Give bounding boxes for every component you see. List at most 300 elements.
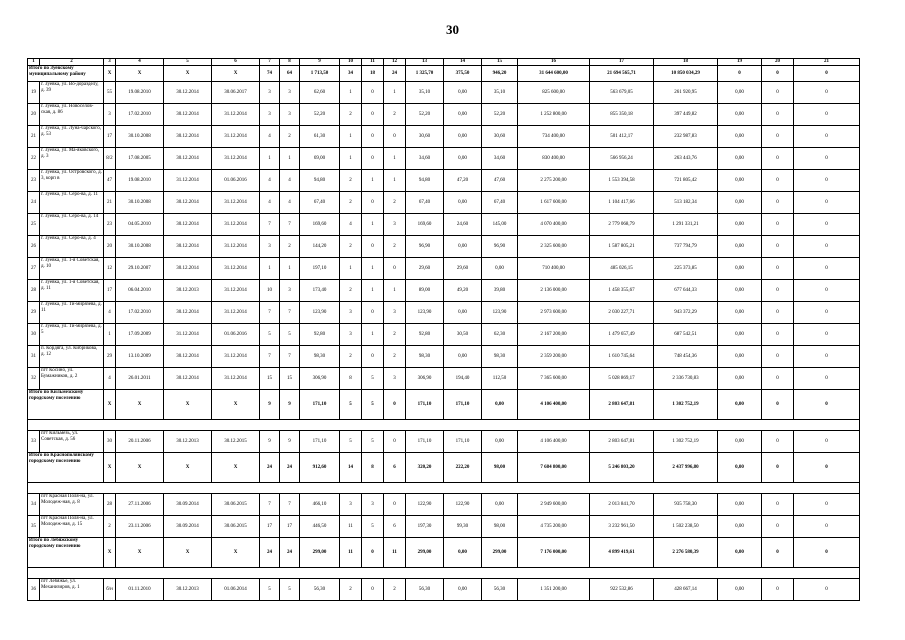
table-cell: 943 372,29 [654,302,718,324]
table-cell: 0 [762,82,794,104]
table-cell: 30.06.2015 [212,494,260,516]
address-cell: г. Зуевка, ул. 1-я Советская, д. 10 [40,258,104,280]
table-cell: 1 [340,82,362,104]
subtotal-cell: 0 [384,390,406,420]
table-cell: 0,00 [718,192,762,214]
table-cell: 0 [762,302,794,324]
subtotal-label: Итого по Зуевскому муниципальному району [28,66,104,82]
subtotal-cell: 0 [718,66,762,82]
table-cell: 19 [28,82,40,104]
column-number: 13 [406,59,444,66]
table-cell: 30.12.2015 [212,431,260,453]
table-cell: 2 030 227,71 [590,302,654,324]
table-cell: 30.10.2008 [116,126,164,148]
table-cell: 5 [362,431,384,453]
table-cell: 2 [280,126,300,148]
table-cell: 56,30 [406,579,444,601]
table-cell: 30,60 [482,126,518,148]
address-cell: пгт Кильмезь, ул. Советская, д. 56 [40,431,104,453]
table-cell: 3 232 961,50 [590,516,654,538]
subtotal-cell: 24 [280,453,300,483]
table-cell: 0 [794,104,860,126]
address-cell: г. Зуевка, ул. Ти-мирязева, д. 11 [40,302,104,324]
table-cell: 1 [340,148,362,170]
subtotal-cell: 24 [384,66,406,82]
table-cell: 28 [28,280,40,302]
address-cell: г. Зуевка, ул. Серо-ва, д. 11 [40,192,104,214]
table-cell: 2 [384,346,406,368]
table-cell: 197,30 [406,516,444,538]
table-cell: 28 [104,494,116,516]
table-cell: 0 [794,258,860,280]
table-cell: 0 [762,126,794,148]
subtotal-cell: 5 246 803,20 [590,453,654,483]
table-cell: 2 [384,104,406,126]
table-row [28,324,860,346]
table-cell: 485 026,15 [590,258,654,280]
table-cell: 0 [362,346,384,368]
subtotal-cell: 171,10 [444,390,482,420]
column-number: 19 [718,59,762,66]
subtotal-cell: X [104,66,116,82]
subtotal-cell: 299,00 [300,538,340,568]
column-number: 6 [212,59,260,66]
table-cell: 89,00 [406,280,444,302]
table-cell: 1 610 745,64 [590,346,654,368]
table-cell: 1 [104,324,116,346]
table-cell: 2 [104,516,116,538]
subtotal-cell: 0 [762,390,794,420]
table-cell: 1 [260,148,280,170]
subtotal-row [28,390,860,420]
table-cell: 2 [280,236,300,258]
table-cell: 8 [340,368,362,390]
table-cell: 4 [260,126,280,148]
address-cell: пгт Красная Поля-на, ул. Молодеж-ная, д. 15 [40,516,104,538]
table-cell: 29,60 [444,258,482,280]
table-cell: 31.12.2014 [212,346,260,368]
table-cell: 9 [280,431,300,453]
subtotal-cell: 0,00 [718,538,762,568]
table-cell: 112,50 [482,368,518,390]
table-cell: 2 803 647,81 [590,431,654,453]
subtotal-cell: 2 276 580,39 [654,538,718,568]
table-cell: 20 [28,104,40,126]
table-cell: 0 [794,214,860,236]
table-cell: 825 600,00 [518,82,590,104]
page-number: 30 [446,22,459,37]
table-cell: 30,50 [444,324,482,346]
table-cell: 2 973 600,00 [518,302,590,324]
subtotal-cell: 24 [280,538,300,568]
table-cell: 1 502 238,50 [654,516,718,538]
table-cell: 3 [362,494,384,516]
table-row [28,494,860,516]
table-cell: 0 [794,82,860,104]
table-cell: 1 302 752,19 [654,431,718,453]
table-cell: 0 [762,236,794,258]
table-cell: 0 [762,579,794,601]
table-cell: 47 [104,170,116,192]
table-cell: 30.12.2014 [164,236,212,258]
table-cell: 26 [28,236,40,258]
address-cell: пгт Косино, ул. Бумажников, д. 2 [40,368,104,390]
table-cell: 2 [340,280,362,302]
table-cell: 30.12.2014 [164,126,212,148]
table-cell: 169,60 [300,214,340,236]
address-cell: г. Зуевка, ул. Во-доразделу, д. 39 [40,82,104,104]
table-cell: 30.12.2014 [164,302,212,324]
table-row [28,104,860,126]
table-cell: 30.12.2013 [164,280,212,302]
subtotal-cell: X [164,538,212,568]
table-cell: 2 [340,170,362,192]
table-cell: 0 [794,516,860,538]
table-cell: 2 [340,236,362,258]
table-cell: 4 106 400,00 [518,431,590,453]
address-cell: г. Зуевка, ул. Островского, д. 3, корп в [40,170,104,192]
table-cell: 1 [384,280,406,302]
table-cell: 47,60 [482,170,518,192]
table-cell: 11 [340,516,362,538]
table-cell: 1 [362,214,384,236]
table-cell: 7 [260,346,280,368]
table-cell: 10 [260,280,280,302]
table-cell: 17.02.2010 [116,104,164,126]
table-cell: 01.11.2010 [116,579,164,601]
address-cell: г. Зуевка, ул. Ти-мирязева, д. 5 [40,324,104,346]
table-row [28,258,860,280]
subtotal-cell: 0,00 [718,453,762,483]
table-cell: 3 [280,104,300,126]
table-cell: 0,00 [718,104,762,126]
table-cell: 4 [280,192,300,214]
table-cell: 2 [384,236,406,258]
table-cell: 7 [260,494,280,516]
table-cell: 2 [384,324,406,346]
table-cell: 0 [362,192,384,214]
table-row [28,431,860,453]
table-row [28,579,860,601]
table-cell: 30.12.2013 [164,431,212,453]
subtotal-cell: X [116,538,164,568]
table-cell: 2 [340,192,362,214]
table-cell: 855 350,18 [590,104,654,126]
subtotal-cell: 2 437 996,80 [654,453,718,483]
subtotal-cell: 9 [260,390,280,420]
table-cell: 31.12.2014 [212,192,260,214]
table-cell: 232 987,83 [654,126,718,148]
table-cell: 35 [28,516,40,538]
table-cell: 20 [104,236,116,258]
table-cell: 49,20 [444,280,482,302]
table-cell: 52,20 [300,104,340,126]
subtotal-cell: X [212,66,260,82]
table-cell: 1 252 800,00 [518,104,590,126]
column-number-row [28,59,860,66]
column-number: 3 [104,59,116,66]
row-gap [28,568,860,579]
table-cell: 7 [260,214,280,236]
column-number: 10 [340,59,362,66]
table-cell: 3 [340,494,362,516]
table-cell: 5 [362,368,384,390]
table-cell: 30.10.2008 [116,236,164,258]
table-cell: 30 [104,431,116,453]
table-cell: 94,80 [300,170,340,192]
table-cell: 31.12.2014 [164,324,212,346]
table-cell: 922 532,86 [590,579,654,601]
table-cell: 122,90 [444,494,482,516]
table-cell: 17.09.2009 [116,324,164,346]
table-cell: 0 [384,258,406,280]
table-cell: 0,00 [718,579,762,601]
table-cell: 96,90 [406,236,444,258]
table-row [28,346,860,368]
table-cell: 0 [362,236,384,258]
subtotal-cell: 0 [794,66,860,82]
table-cell: 29.10.2007 [116,258,164,280]
subtotal-row [28,66,860,82]
subtotal-label: Итого по Краснополянскому городскому поселению [28,453,104,483]
table-cell: 261 920,95 [654,82,718,104]
table-cell: 3 [384,214,406,236]
table-cell: 31.12.2014 [212,236,260,258]
column-number: 1 [28,59,40,66]
table-cell: 0 [762,494,794,516]
table-cell: 92,80 [406,324,444,346]
table-cell: 29 [28,302,40,324]
table-cell: 52,20 [406,104,444,126]
table-cell: 4 070 400,00 [518,214,590,236]
table-cell: 5 028 869,17 [590,368,654,390]
table-cell: 31.12.2014 [212,214,260,236]
table-cell: 2 [340,579,362,601]
table-row [28,126,860,148]
table-cell: 0 [362,126,384,148]
table-cell: б/н [104,579,116,601]
table-cell: 30.06.2017 [212,82,260,104]
subtotal-cell: 8 [362,453,384,483]
table-cell: 0 [362,579,384,601]
table-cell: 0 [794,126,860,148]
table-cell: 30.09.2014 [164,516,212,538]
table-cell: 0 [794,579,860,601]
subtotal-cell: 0,00 [718,390,762,420]
table-cell: 0 [794,368,860,390]
table-cell: 4 [280,170,300,192]
table-cell: 225 373,85 [654,258,718,280]
table-cell: 171,10 [444,431,482,453]
row-gap-cell [28,568,860,579]
table-cell: 1 458 355,67 [590,280,654,302]
subtotal-cell: X [212,453,260,483]
row-gap [28,483,860,494]
table-cell: 4 735 200,00 [518,516,590,538]
table-cell: 31.12.2014 [212,280,260,302]
table-cell: 513 182,34 [654,192,718,214]
table-cell: 04.05.2010 [116,214,164,236]
table-cell: 2 [384,579,406,601]
table-cell: 17 [280,516,300,538]
table-cell: 62,60 [300,82,340,104]
table-cell: 1 587 805,21 [590,236,654,258]
table-cell: 55 [104,82,116,104]
table-cell: 2 275 200,00 [518,170,590,192]
table-cell: 0 [384,494,406,516]
table-cell: 0 [794,346,860,368]
table-cell: 31.12.2014 [212,126,260,148]
address-cell: г. Зуевка, ул. Ма-яковского, д. 3 [40,148,104,170]
subtotal-cell: 0 [762,538,794,568]
table-cell: 1 479 657,49 [590,324,654,346]
table-cell: 0,00 [444,302,482,324]
table-cell: 23 [104,214,116,236]
table-cell: 30.12.2014 [164,192,212,214]
table-cell: 3 [280,82,300,104]
table-cell: 56,30 [482,579,518,601]
table-cell: 0,00 [718,258,762,280]
table-cell: 32 [28,368,40,390]
table-cell: 2 136 000,00 [518,280,590,302]
table-cell: 2 325 600,00 [518,236,590,258]
table-cell: 306,90 [300,368,340,390]
column-number: 7 [260,59,280,66]
subtotal-cell: 7 176 000,00 [518,538,590,568]
table-cell: 31.12.2014 [212,258,260,280]
subtotal-cell: 5 [362,390,384,420]
subtotal-cell: X [164,66,212,82]
table-cell: 3 [384,368,406,390]
subtotal-cell: X [164,453,212,483]
table-cell: 30.12.2014 [164,148,212,170]
subtotal-cell: 0 [762,66,794,82]
subtotal-cell: 21 694 565,71 [590,66,654,82]
table-cell: 194,40 [444,368,482,390]
table-cell: 31.12.2014 [212,368,260,390]
table-cell: 06.04.2010 [116,280,164,302]
table-cell: 0 [362,82,384,104]
table-cell: 263 443,76 [654,148,718,170]
table-cell: 56,30 [300,579,340,601]
table-cell: 1 [340,126,362,148]
table-cell: 169,60 [406,214,444,236]
subtotal-cell: 299,00 [406,538,444,568]
table-cell: 0 [762,431,794,453]
table-cell: 1 [384,170,406,192]
table-cell: 98,30 [482,346,518,368]
subtotal-cell: 11 [340,538,362,568]
table-cell: 197,10 [300,258,340,280]
table-cell: 4 [340,214,362,236]
table-cell: 734 400,00 [518,126,590,148]
subtotal-cell: 0,00 [444,538,482,568]
table-cell: 20.11.2006 [116,431,164,453]
table-cell: 748 454,36 [654,346,718,368]
table-row [28,82,860,104]
table-cell: 0 [384,431,406,453]
column-number: 16 [518,59,590,66]
table-cell: 0 [762,346,794,368]
table-cell: 0,00 [718,148,762,170]
table-cell: 1 [260,258,280,280]
table-cell: 173,40 [300,280,340,302]
table-cell: 3 [384,302,406,324]
table-cell: 27 [28,258,40,280]
table-cell: 15 [260,368,280,390]
subtotal-cell: 0 [762,453,794,483]
table-cell: 61,30 [300,126,340,148]
table-cell: 1 [362,258,384,280]
table-cell: 1 [340,258,362,280]
column-number: 21 [794,59,860,66]
table-cell: 98,00 [482,516,518,538]
table-cell: 0 [762,104,794,126]
table-cell: 8/2 [104,148,116,170]
table-cell: 0,00 [444,104,482,126]
table-cell: 01.06.2016 [212,170,260,192]
table-cell: 123,90 [406,302,444,324]
table-cell: 830 400,00 [518,148,590,170]
table-cell: 0 [794,324,860,346]
column-number: 11 [362,59,384,66]
subtotal-cell: 18 [362,66,384,82]
subtotal-cell: X [116,66,164,82]
table-cell: 1 104 417,66 [590,192,654,214]
table-cell: 30.12.2014 [164,258,212,280]
table-cell: 0 [384,126,406,148]
subtotal-row [28,538,860,568]
table-cell: 69,00 [300,148,340,170]
table-cell: 39,80 [482,280,518,302]
table-cell: 96,90 [482,236,518,258]
table-cell: 0,00 [718,324,762,346]
table-row [28,170,860,192]
table-cell: 30 [28,324,40,346]
table-cell: 0 [762,148,794,170]
table-cell: 0 [762,258,794,280]
table-cell: 2 336 730,83 [654,368,718,390]
table-cell: 4 [104,302,116,324]
table-cell: 30,60 [406,126,444,148]
table-cell: 0 [794,302,860,324]
table-cell: 0,00 [444,236,482,258]
table-cell: 0,00 [718,82,762,104]
table-cell: 0,00 [482,494,518,516]
table-cell: 5 [280,324,300,346]
table-cell: 0 [762,214,794,236]
table-row [28,368,860,390]
table-cell: 13.10.2009 [116,346,164,368]
table-cell: 15 [280,368,300,390]
table-cell: 1 [384,148,406,170]
subtotal-cell: 0 [794,538,860,568]
table-cell: 31 [28,346,40,368]
table-cell: 123,90 [300,302,340,324]
subtotal-cell: 0 [794,390,860,420]
table-cell: 428 667,14 [654,579,718,601]
table-cell: 0,00 [718,214,762,236]
table-cell: 67,40 [300,192,340,214]
table-cell: 0 [362,302,384,324]
subtotal-cell: 912,60 [300,453,340,483]
table-cell: 7 365 600,00 [518,368,590,390]
table-cell: 0,00 [482,431,518,453]
row-gap [28,420,860,431]
table-cell: 0,00 [718,368,762,390]
table-cell: 30.12.2014 [164,368,212,390]
table-cell: 21 [28,126,40,148]
